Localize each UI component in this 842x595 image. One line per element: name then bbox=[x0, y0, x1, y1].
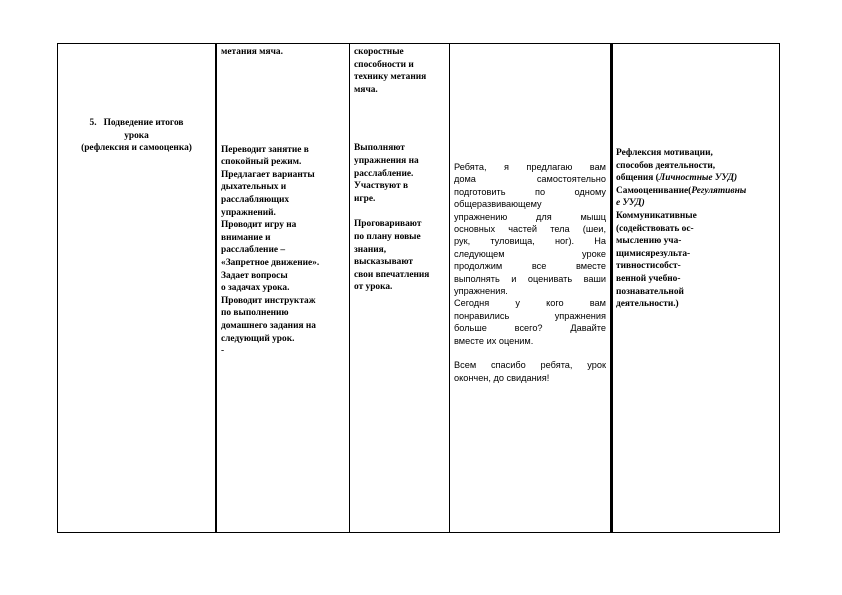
stage-title-line: 5. Подведение итогов bbox=[89, 118, 184, 128]
student-activity-text bbox=[354, 218, 449, 294]
text-line: следующий урок. bbox=[221, 333, 295, 344]
column-divider bbox=[449, 44, 450, 532]
stage-number: 5. bbox=[89, 118, 97, 128]
uud-line: Самооценивание(Регулятивны bbox=[616, 185, 747, 196]
column-divider bbox=[215, 44, 217, 532]
text-line: дыхательных и bbox=[221, 182, 287, 193]
text-line: (содействовать ос- bbox=[616, 223, 694, 234]
text-line: спокойный режим. bbox=[221, 157, 302, 168]
text-line: Проговаривают bbox=[354, 219, 422, 230]
text-line: Проводит инструктаж bbox=[221, 295, 316, 306]
text-line: мыслению уча- bbox=[616, 236, 682, 247]
text-line: Выполняют bbox=[354, 143, 405, 154]
text-line: основных частей тела (шеи, bbox=[454, 224, 606, 235]
column-divider bbox=[611, 44, 613, 532]
teacher-speech-text bbox=[454, 161, 606, 347]
text-line: Коммуникативные bbox=[616, 210, 697, 221]
uud-cell bbox=[616, 44, 779, 532]
text-line: подготовить по одному bbox=[454, 186, 606, 197]
uud-line: е УУД) bbox=[616, 198, 645, 209]
text-line: окончен, до свидания! bbox=[454, 372, 550, 383]
teacher-speech-closing bbox=[454, 359, 606, 384]
student-activity-cell bbox=[354, 44, 449, 532]
text-line: общеразвивающему bbox=[454, 199, 542, 210]
text-line: выполнять и оценивать ваши bbox=[454, 273, 606, 284]
text-line: свои впечатления bbox=[354, 269, 430, 280]
text-line: Участвуют в bbox=[354, 181, 409, 192]
text-line: следующем уроке bbox=[454, 248, 606, 259]
text-line: познавательной bbox=[616, 286, 684, 297]
student-activity-text bbox=[354, 142, 449, 205]
text-line: технику метания bbox=[354, 72, 427, 83]
text-line: домашнего задания на bbox=[221, 320, 316, 331]
text-line: способности и bbox=[354, 59, 414, 70]
text-line: расслабление. bbox=[354, 168, 414, 179]
teacher-activity-cell bbox=[221, 44, 349, 532]
text-line: знания, bbox=[354, 244, 387, 255]
text-line: упражнения. bbox=[454, 286, 508, 297]
text-line: по плану новые bbox=[354, 231, 421, 242]
text-line: внимание и bbox=[221, 232, 271, 243]
text-line: «Запретное движение». bbox=[221, 257, 320, 268]
text-line: упражнению для мышц bbox=[454, 211, 606, 222]
stage-title-line: урока bbox=[124, 130, 149, 141]
text-line: щимисярезульта- bbox=[616, 248, 691, 259]
text-line: Ребята, я предлагаю вам bbox=[454, 162, 606, 172]
text-line: Переводит занятие в bbox=[221, 144, 309, 155]
text-line: - bbox=[221, 346, 225, 357]
column-divider bbox=[349, 44, 350, 532]
text-line: расслабляющих bbox=[221, 194, 290, 205]
lesson-table bbox=[57, 43, 780, 533]
text-line: Задает вопросы bbox=[221, 270, 288, 281]
text-line: игре. bbox=[354, 193, 376, 204]
teacher-activity-text bbox=[221, 144, 349, 358]
text-line: тивностисобст- bbox=[616, 261, 681, 272]
text-line: по выполнению bbox=[221, 308, 289, 319]
stage-cell bbox=[58, 44, 215, 532]
text-line: высказывают bbox=[354, 257, 413, 268]
uud-communicative-text bbox=[616, 210, 779, 311]
text-line: Предлагает варианты bbox=[221, 169, 315, 180]
uud-line: Рефлексия мотивации, bbox=[616, 148, 713, 158]
text-line: понравились упражнения bbox=[454, 310, 606, 321]
text-line: дома самостоятельно bbox=[454, 174, 606, 185]
text-line: от урока. bbox=[354, 282, 393, 293]
uud-line: способов деятельности, bbox=[616, 160, 716, 171]
text-line: продолжим все вместе bbox=[454, 261, 606, 272]
uud-line: общения (Личностные УУД) bbox=[616, 173, 738, 184]
text-line: мяча. bbox=[354, 84, 378, 95]
text-line: венной учебно- bbox=[616, 273, 681, 284]
text-line: скоростные bbox=[354, 47, 404, 57]
text-line: деятельности.) bbox=[616, 299, 679, 310]
text-line: Проводит игру на bbox=[221, 220, 297, 231]
teacher-activity-top: метания мяча. bbox=[221, 47, 283, 57]
stage-subtitle: (рефлексия и самооценка) bbox=[81, 143, 192, 154]
text-line: Всем спасибо ребята, урок bbox=[454, 360, 606, 371]
text-line: вместе их оценим. bbox=[454, 335, 534, 346]
text-line: о задачах урока. bbox=[221, 283, 290, 294]
student-activity-top bbox=[354, 46, 449, 96]
text-line: расслабление – bbox=[221, 245, 286, 256]
teacher-speech-cell bbox=[454, 44, 606, 532]
text-line: упражнений. bbox=[221, 207, 276, 218]
text-line: рук, туловища, ног). На bbox=[454, 236, 606, 247]
text-line: больше всего? Давайте bbox=[454, 323, 606, 334]
text-line: Сегодня у кого вам bbox=[454, 298, 606, 309]
text-line: упражнения на bbox=[354, 155, 419, 166]
